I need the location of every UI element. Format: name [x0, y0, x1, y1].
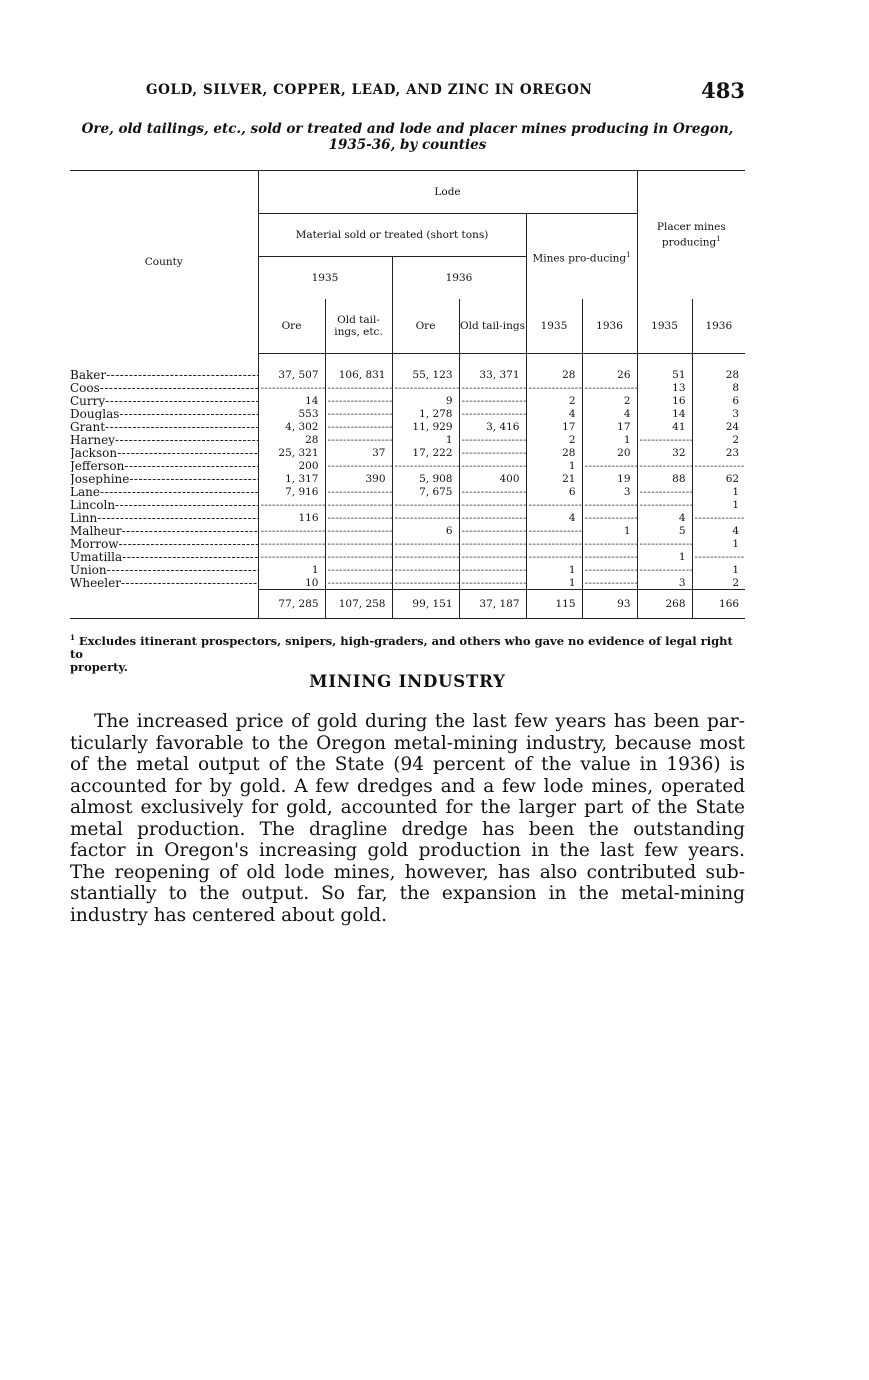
county-name [70, 498, 258, 511]
cell-old35: 106, 831 [325, 368, 392, 381]
table-row [70, 407, 745, 420]
footnote [70, 631, 745, 674]
cell-ore36: 6 [392, 524, 459, 537]
cell-p35 [637, 433, 692, 446]
header-mines-producing [526, 214, 637, 300]
county-label: Jackson ----- [70, 446, 258, 459]
county-label: Douglas ----- [70, 407, 258, 420]
running-head [70, 80, 745, 108]
cell-p35 [637, 563, 692, 576]
header-mines-1936: 1936 [582, 299, 637, 354]
cell-ore35: 1, 317 [258, 472, 325, 485]
cell-p35: 41 [637, 420, 692, 433]
cell-p35: 32 [637, 446, 692, 459]
header-ore-1935: Ore [258, 299, 325, 354]
cell-p36 [692, 459, 745, 472]
header-placer-footnote-mark: 1 [716, 235, 721, 244]
cell-ore35: 116 [258, 511, 325, 524]
cell-m35: 1 [526, 576, 582, 590]
cell-m36 [582, 576, 637, 590]
county-label: Wheeler ----- [70, 576, 258, 590]
cell-old36: 33, 371 [459, 368, 526, 381]
paragraph-line: factor in Oregon's increasing gold production in the last few years. [70, 840, 745, 861]
paragraph-line: The reopening of old lode mines, however, has also contributed sub- [70, 861, 745, 883]
cell-m35: 4 [526, 407, 582, 420]
cell-ore35: 7, 916 [258, 485, 325, 498]
cell-old36 [459, 407, 526, 420]
cell-ore36: 11, 929 [392, 420, 459, 433]
cell-p35 [637, 485, 692, 498]
cell-p36 [692, 511, 745, 524]
cell-old36 [459, 433, 526, 446]
cell-p36: 2 [692, 433, 745, 446]
running-title: GOLD, SILVER, COPPER, LEAD, AND ZINC IN OREGON [146, 82, 593, 98]
header-placer-1935: 1935 [637, 299, 692, 354]
header-placer [637, 171, 745, 300]
cell-p35: 5 [637, 524, 692, 537]
cell-p36: 1 [692, 498, 745, 511]
header-placer-1936: 1936 [692, 299, 745, 354]
cell-p35: 16 [637, 394, 692, 407]
cell-m36: 4 [582, 407, 637, 420]
county-label: Lincoln ----- [70, 498, 258, 511]
cell-old35: 390 [325, 472, 392, 485]
cell-m35: 1 [526, 459, 582, 472]
total-m35: 115 [526, 590, 582, 619]
county-label: Morrow ----- [70, 537, 258, 550]
county-name [70, 381, 258, 394]
cell-m36: 26 [582, 368, 637, 381]
cell-old36 [459, 563, 526, 576]
cell-ore35: 4, 302 [258, 420, 325, 433]
cell-m35: 1 [526, 563, 582, 576]
total-old35: 107, 258 [325, 590, 392, 619]
cell-old36: 400 [459, 472, 526, 485]
cell-m35 [526, 498, 582, 511]
table-row [70, 446, 745, 459]
table-row [70, 472, 745, 485]
county-name [70, 511, 258, 524]
cell-old36 [459, 446, 526, 459]
cell-m36 [582, 381, 637, 394]
cell-p35: 4 [637, 511, 692, 524]
cell-p36: 62 [692, 472, 745, 485]
cell-old36: 3, 416 [459, 420, 526, 433]
table-row [70, 576, 745, 590]
cell-ore36: 7, 675 [392, 485, 459, 498]
cell-ore36 [392, 511, 459, 524]
caption-line-1: Ore, old tailings, etc., sold or treated and lode and placer mines producing in Oregon, [81, 121, 734, 137]
header-material-1936: 1936 [392, 257, 526, 300]
county-label: Umatilla ----- [70, 550, 258, 563]
body-paragraph [70, 711, 745, 926]
county-name [70, 472, 258, 485]
paragraph-line: The increased price of gold during the last few years has been par- [94, 711, 745, 732]
cell-ore35: 37, 507 [258, 368, 325, 381]
cell-ore35 [258, 537, 325, 550]
cell-p35 [637, 537, 692, 550]
cell-old36 [459, 537, 526, 550]
county-label: Union ----- [70, 563, 258, 576]
cell-p35: 14 [637, 407, 692, 420]
cell-p36: 1 [692, 485, 745, 498]
cell-ore36 [392, 381, 459, 394]
cell-p35 [637, 498, 692, 511]
county-name [70, 433, 258, 446]
cell-m35: 6 [526, 485, 582, 498]
header-county: County [70, 171, 258, 354]
total-p35: 268 [637, 590, 692, 619]
cell-ore36: 1 [392, 433, 459, 446]
cell-p36: 1 [692, 537, 745, 550]
county-name [70, 368, 258, 381]
cell-m36 [582, 563, 637, 576]
header-placer-label: Placer mines producing [656, 221, 726, 249]
header-old-tailings-1935: Old tail-ings, etc. [325, 299, 392, 354]
cell-p35: 51 [637, 368, 692, 381]
cell-m36: 17 [582, 420, 637, 433]
cell-m35: 4 [526, 511, 582, 524]
cell-old36 [459, 381, 526, 394]
cell-ore36 [392, 459, 459, 472]
cell-ore35: 25, 321 [258, 446, 325, 459]
county-name [70, 459, 258, 472]
cell-old36 [459, 524, 526, 537]
cell-old35 [325, 381, 392, 394]
cell-ore36 [392, 576, 459, 590]
cell-m35: 2 [526, 394, 582, 407]
cell-ore36: 5, 908 [392, 472, 459, 485]
header-lode: Lode [258, 171, 637, 214]
county-name [70, 420, 258, 433]
cell-ore36: 55, 123 [392, 368, 459, 381]
table-row [70, 381, 745, 394]
county-label: Harney ----- [70, 433, 258, 446]
section-heading: MINING INDUSTRY [309, 672, 506, 691]
cell-old36 [459, 550, 526, 563]
total-old36: 37, 187 [459, 590, 526, 619]
cell-m35: 17 [526, 420, 582, 433]
total-m36: 93 [582, 590, 637, 619]
cell-old35 [325, 563, 392, 576]
cell-ore35: 10 [258, 576, 325, 590]
cell-ore36 [392, 563, 459, 576]
cell-ore36 [392, 498, 459, 511]
footnote-mark: 1 [70, 633, 75, 642]
cell-old35 [325, 537, 392, 550]
paragraph-line: ticularly favorable to the Oregon metal-mining industry, because most [70, 732, 745, 754]
header-material-1935: 1935 [258, 257, 392, 300]
cell-p35: 13 [637, 381, 692, 394]
paragraph-line: of the metal output of the State (94 percent of the value in 1936) is [70, 754, 745, 775]
cell-old35 [325, 420, 392, 433]
cell-m36: 1 [582, 524, 637, 537]
county-label: Grant ----- [70, 420, 258, 433]
county-name [70, 394, 258, 407]
table-row [70, 524, 745, 537]
table-row [70, 420, 745, 433]
cell-ore35: 200 [258, 459, 325, 472]
cell-ore35 [258, 550, 325, 563]
county-name [70, 485, 258, 498]
cell-m36: 20 [582, 446, 637, 459]
cell-ore35 [258, 498, 325, 511]
cell-p36: 2 [692, 576, 745, 590]
cell-ore35: 553 [258, 407, 325, 420]
cell-p35: 1 [637, 550, 692, 563]
total-ore35: 77, 285 [258, 590, 325, 619]
cell-old35 [325, 394, 392, 407]
table-row [70, 511, 745, 524]
county-label: Baker ----- [70, 368, 258, 381]
cell-m35: 21 [526, 472, 582, 485]
cell-ore35 [258, 524, 325, 537]
cell-old36 [459, 511, 526, 524]
cell-ore36: 1, 278 [392, 407, 459, 420]
cell-p35: 88 [637, 472, 692, 485]
table-row [70, 368, 745, 381]
cell-m35: 28 [526, 368, 582, 381]
county-label: Lane ----- [70, 485, 258, 498]
cell-p36: 4 [692, 524, 745, 537]
county-production-table [70, 170, 745, 619]
county-name [70, 576, 258, 590]
header-old-tailings-1936: Old tail-ings [459, 299, 526, 354]
cell-old36 [459, 576, 526, 590]
totals-label [70, 590, 258, 619]
cell-old35 [325, 550, 392, 563]
cell-ore36: 9 [392, 394, 459, 407]
cell-old36 [459, 485, 526, 498]
cell-old35 [325, 485, 392, 498]
county-name [70, 537, 258, 550]
table-row [70, 394, 745, 407]
cell-old36 [459, 394, 526, 407]
county-label: Malheur ----- [70, 524, 258, 537]
cell-p36 [692, 550, 745, 563]
county-label: Curry ----- [70, 394, 258, 407]
county-name [70, 563, 258, 576]
paragraph-line: accounted for by gold. A few dredges and a few lode mines, operated [70, 775, 745, 797]
paragraph-line: metal production. The dragline dredge has been the outstanding [70, 818, 745, 840]
paragraph-line: almost exclusively for gold, accounted for the larger part of the State [70, 797, 745, 818]
table-row [70, 537, 745, 550]
county-label: Coos ----- [70, 381, 258, 394]
cell-m36 [582, 511, 637, 524]
cell-ore35: 1 [258, 563, 325, 576]
cell-m36 [582, 550, 637, 563]
cell-old35 [325, 498, 392, 511]
cell-m35 [526, 381, 582, 394]
county-label: Jefferson ----- [70, 459, 258, 472]
totals-row [70, 590, 745, 619]
cell-old35 [325, 407, 392, 420]
cell-m36: 1 [582, 433, 637, 446]
footnote-line-1: Excludes itinerant prospectors, snipers, high-graders, and others who gave no evidence of legal right to [70, 633, 733, 661]
cell-p36: 23 [692, 446, 745, 459]
county-label: Josephine ----- [70, 472, 258, 485]
cell-p36: 8 [692, 381, 745, 394]
county-name [70, 524, 258, 537]
header-mines-1935: 1935 [526, 299, 582, 354]
cell-ore35: 28 [258, 433, 325, 446]
table-caption [70, 121, 745, 153]
cell-m36: 3 [582, 485, 637, 498]
paragraph-line: stantially to the output. So far, the expansion in the metal-mining [70, 883, 745, 904]
cell-ore35: 14 [258, 394, 325, 407]
cell-old35 [325, 576, 392, 590]
cell-p35: 3 [637, 576, 692, 590]
cell-m35 [526, 524, 582, 537]
paragraph-line: industry has centered about gold. [70, 904, 387, 926]
cell-m36: 2 [582, 394, 637, 407]
cell-m35 [526, 537, 582, 550]
header-material: Material sold or treated (short tons) [258, 214, 526, 257]
table-row [70, 498, 745, 511]
cell-old35 [325, 433, 392, 446]
table-row [70, 433, 745, 446]
county-name [70, 446, 258, 459]
cell-m36 [582, 498, 637, 511]
header-mines-footnote-mark: 1 [626, 250, 631, 259]
cell-m35 [526, 550, 582, 563]
cell-old36 [459, 459, 526, 472]
cell-p35 [637, 459, 692, 472]
cell-ore35 [258, 381, 325, 394]
cell-m36 [582, 459, 637, 472]
cell-old36 [459, 498, 526, 511]
cell-p36: 28 [692, 368, 745, 381]
table-row [70, 550, 745, 563]
cell-p36: 24 [692, 420, 745, 433]
cell-old35 [325, 459, 392, 472]
cell-p36: 1 [692, 563, 745, 576]
cell-p36: 3 [692, 407, 745, 420]
cell-ore36 [392, 537, 459, 550]
header-ore-1936: Ore [392, 299, 459, 354]
cell-old35: 37 [325, 446, 392, 459]
county-label: Linn ----- [70, 511, 258, 524]
cell-ore36: 17, 222 [392, 446, 459, 459]
total-ore36: 99, 151 [392, 590, 459, 619]
table-row [70, 459, 745, 472]
cell-old35 [325, 511, 392, 524]
cell-ore36 [392, 550, 459, 563]
cell-m35: 2 [526, 433, 582, 446]
table-row [70, 485, 745, 498]
table-row [70, 563, 745, 576]
cell-old35 [325, 524, 392, 537]
cell-m36: 19 [582, 472, 637, 485]
cell-m35: 28 [526, 446, 582, 459]
cell-m36 [582, 537, 637, 550]
page-number: 483 [701, 78, 745, 103]
caption-line-2: 1935-36, by counties [328, 137, 487, 153]
cell-p36: 6 [692, 394, 745, 407]
county-name [70, 550, 258, 563]
county-name [70, 407, 258, 420]
total-p36: 166 [692, 590, 745, 619]
footnote-line-2: property. [70, 659, 128, 674]
header-mines-producing-label: Mines pro-ducing [532, 252, 627, 265]
table-body [70, 354, 745, 619]
